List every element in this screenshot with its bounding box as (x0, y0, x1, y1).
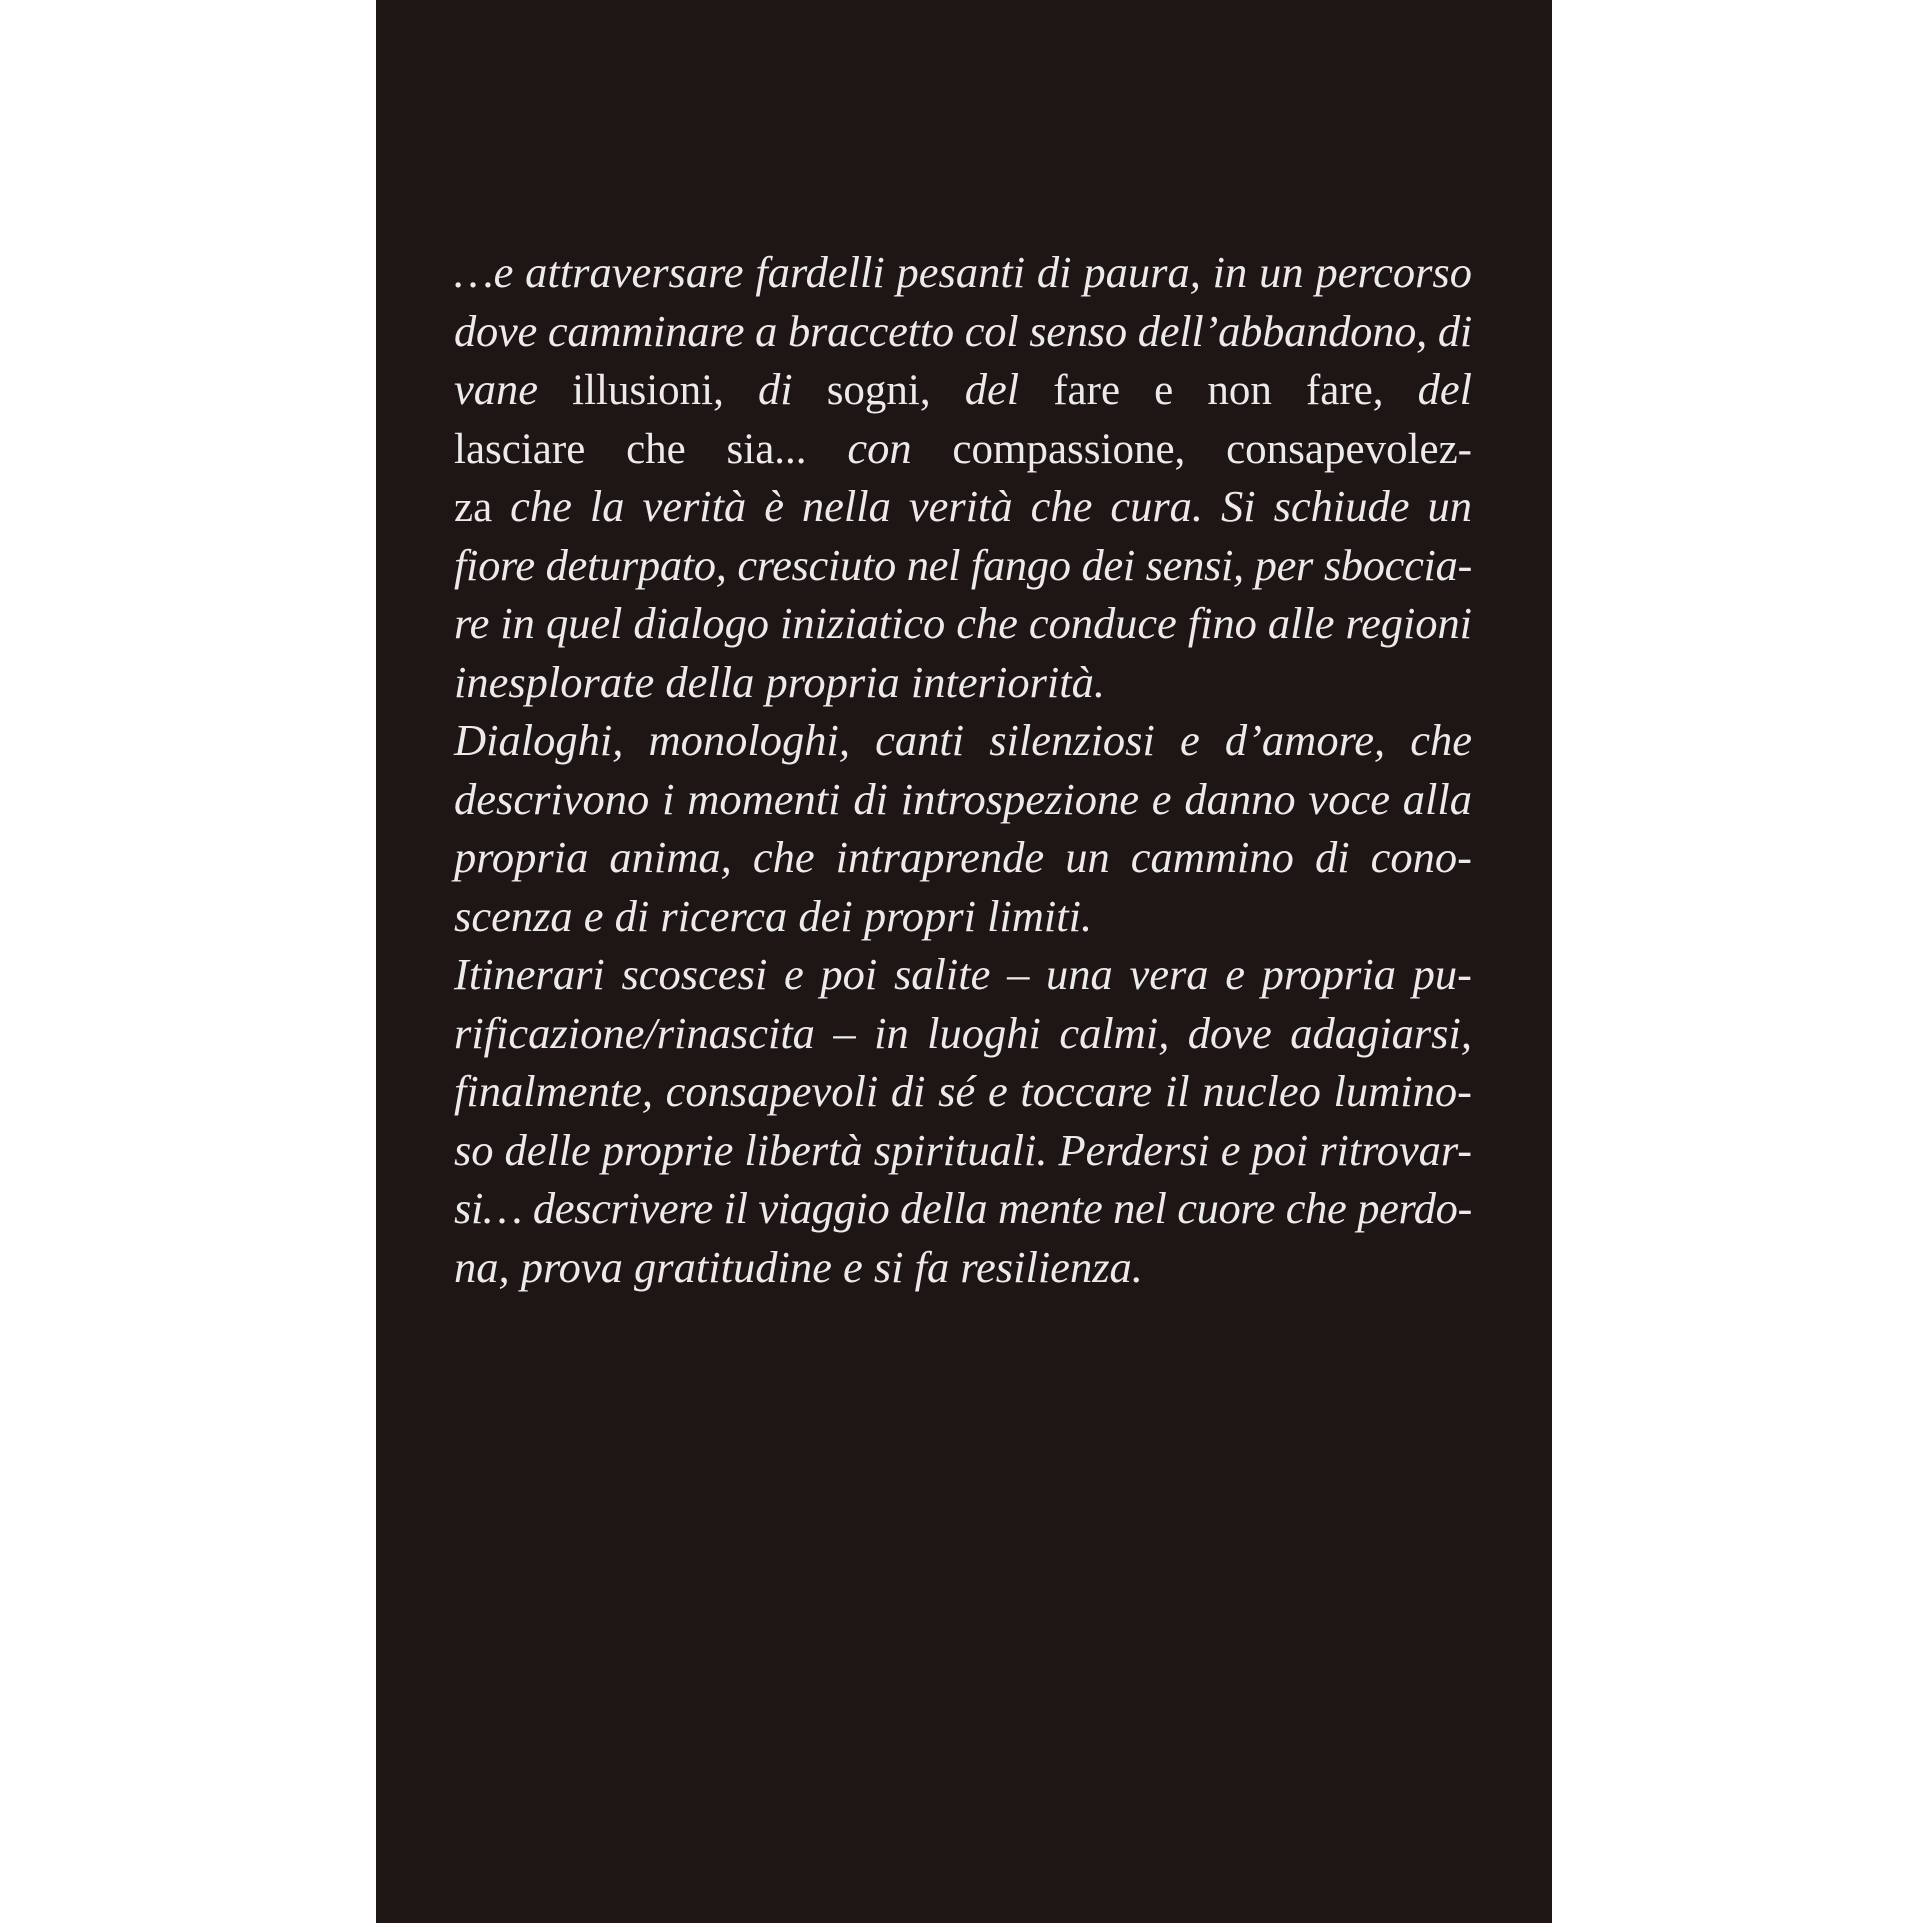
blurb-line: rificazione/rinascita – in luoghi calmi, dove adagiarsi, (454, 1007, 1472, 1058)
blurb-fragment: sogni, (792, 367, 965, 414)
blurb-fragment: za (454, 484, 493, 531)
blurb-line: propria anima, che intraprende un cammino di cono- (454, 832, 1472, 882)
blurb-line: Dialoghi, monologhi, canti silenziosi e d’amore, che (454, 715, 1472, 765)
blurb-fragment: che la verità è nella verità che cura. Si schiude un (492, 481, 1472, 531)
blurb-fragment: del (1417, 364, 1472, 414)
blurb-line: si… descrivere il viaggio della mente nel cuore che perdo- (454, 1183, 1472, 1233)
blurb-line: …e attraversare fardelli pesanti di paura, in un percorso (454, 247, 1472, 297)
blurb-line: so delle proprie libertà spirituali. Perdersi e poi ritrovar- (454, 1124, 1472, 1175)
blurb-line: Itinerari scoscesi e poi salite – una vera e propria pu- (454, 949, 1472, 999)
blurb-fragment: compassione, consapevolez- (911, 425, 1473, 473)
blurb-line: fiore deturpato, cresciuto nel fango dei sensi, per sboccia- (454, 539, 1472, 590)
blurb-fragment: illusioni, (538, 367, 758, 414)
blurb-line: scenza e di ricerca dei propri limiti. (454, 890, 1093, 941)
blurb-line: na, prova gratitudine e si fa resilienza. (454, 1241, 1143, 1292)
blurb-line (454, 477, 1472, 536)
blurb-fragment: fare e non fare, (1019, 367, 1418, 414)
blurb-fragment: vane (454, 364, 539, 414)
blurb-line (454, 419, 1472, 478)
blurb-line: inesplorate della propria interiorità. (454, 656, 1106, 707)
blurb-line: descrivono i momenti di introspezione e danno voce alla (454, 773, 1472, 824)
blurb-fragment: di (757, 364, 793, 414)
blurb-line (454, 360, 1472, 419)
blurb-line: re in quel dialogo iniziatico che conduce fino alle regioni (454, 598, 1472, 648)
blurb-line: finalmente, consapevoli di sé e toccare il nucleo lumino- (454, 1066, 1472, 1116)
blurb-fragment: del (964, 364, 1020, 414)
blurb-line: dove camminare a braccetto col senso dell’abbandono, di (454, 305, 1472, 356)
blurb-text (454, 243, 1472, 1296)
blurb-fragment: con (847, 422, 912, 473)
book-back-cover (376, 0, 1552, 1923)
blurb-fragment: lasciare che sia... (454, 425, 848, 473)
